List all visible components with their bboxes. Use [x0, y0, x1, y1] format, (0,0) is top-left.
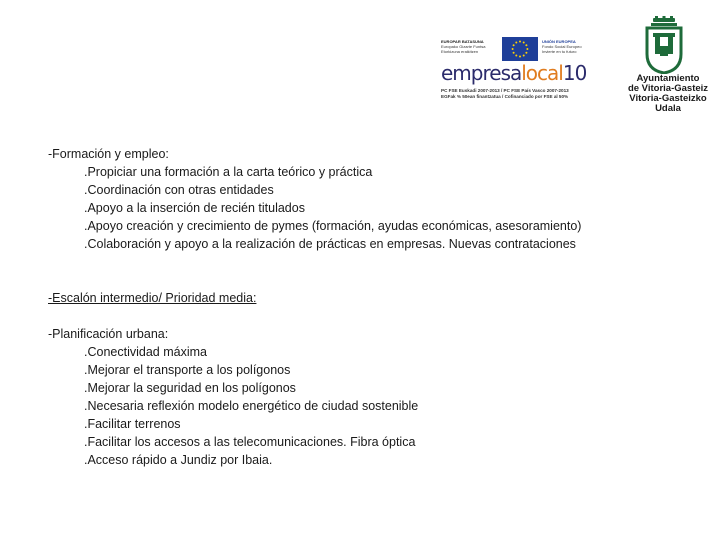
funding-line-1: PC FSE Euskadi 2007-2013 / PC FSE País Vasco 2007-2013 [441, 88, 569, 93]
funding-note [441, 88, 605, 100]
priority-heading: -Escalón intermedio/ Prioridad media: [48, 291, 257, 305]
brand-main: empresa [441, 61, 522, 85]
section-heading-planificacion: -Planificación urbana: [48, 327, 169, 341]
city-line-3: Vitoria-Gasteizko [629, 93, 707, 104]
eu-funding-row [441, 37, 603, 63]
eu-right-sub1: Fondo Social Europeo [542, 44, 582, 49]
city-line-4: Udala [655, 103, 681, 114]
list-item: .Colaboración y apoyo a la realización de prácticas en empresas. Nuevas contrataciones [84, 237, 576, 251]
list-item: .Facilitar terrenos [84, 417, 181, 431]
eu-left-sub2: Etorkizuna eraikitzen [441, 49, 479, 54]
list-item: .Necesaria reflexión modelo energético de ciudad sostenible [84, 399, 419, 413]
empresalocal-wordmark [441, 62, 603, 84]
list-item: .Mejorar el transporte a los polígonos [84, 363, 291, 377]
eu-right-title: UNIÓN EUROPEA [542, 39, 576, 44]
list-item: .Apoyo creación y crecimiento de pymes (formación, ayudas económicas, asesoramiento) [84, 219, 582, 233]
city-line-2: de Vitoria-Gasteiz [627, 83, 709, 94]
list-item: .Coordinación con otras entidades [84, 183, 274, 197]
city-line-1: Ayuntamiento [636, 73, 700, 84]
empresalocal-logo-block [438, 30, 606, 112]
list-item: .Facilitar los accesos a las telecomunicaciones. Fibra óptica [84, 435, 416, 449]
eu-spanish-text [542, 39, 602, 54]
list-item: .Propiciar una formación a la carta teórico y práctica [84, 165, 373, 179]
brand-accent: local [521, 61, 563, 85]
funding-line-2: EGFak % 50ean finantzatua / Cofinanciado por FSE al 50% [441, 94, 569, 99]
city-council-name [618, 74, 718, 114]
section-heading-formacion: -Formación y empleo: [48, 147, 169, 161]
list-item: .Acceso rápido a Jundiz por Ibaia. [84, 453, 273, 467]
eu-left-sub1: Europako Gizarte Funtsa [441, 44, 486, 49]
list-item: .Apoyo a la inserción de recién titulados [84, 201, 305, 215]
eu-basque-text [441, 39, 499, 54]
list-item: .Mejorar la seguridad en los polígonos [84, 381, 296, 395]
eu-right-sub2: Invierte en tu futuro [542, 49, 577, 54]
list-item: .Conectividad máxima [84, 345, 207, 359]
eu-left-title: EUROPAR BATASUNA [441, 39, 484, 44]
brand-number: 10 [562, 61, 587, 85]
city-crest-icon [643, 16, 685, 74]
eu-flag-icon [502, 37, 538, 61]
